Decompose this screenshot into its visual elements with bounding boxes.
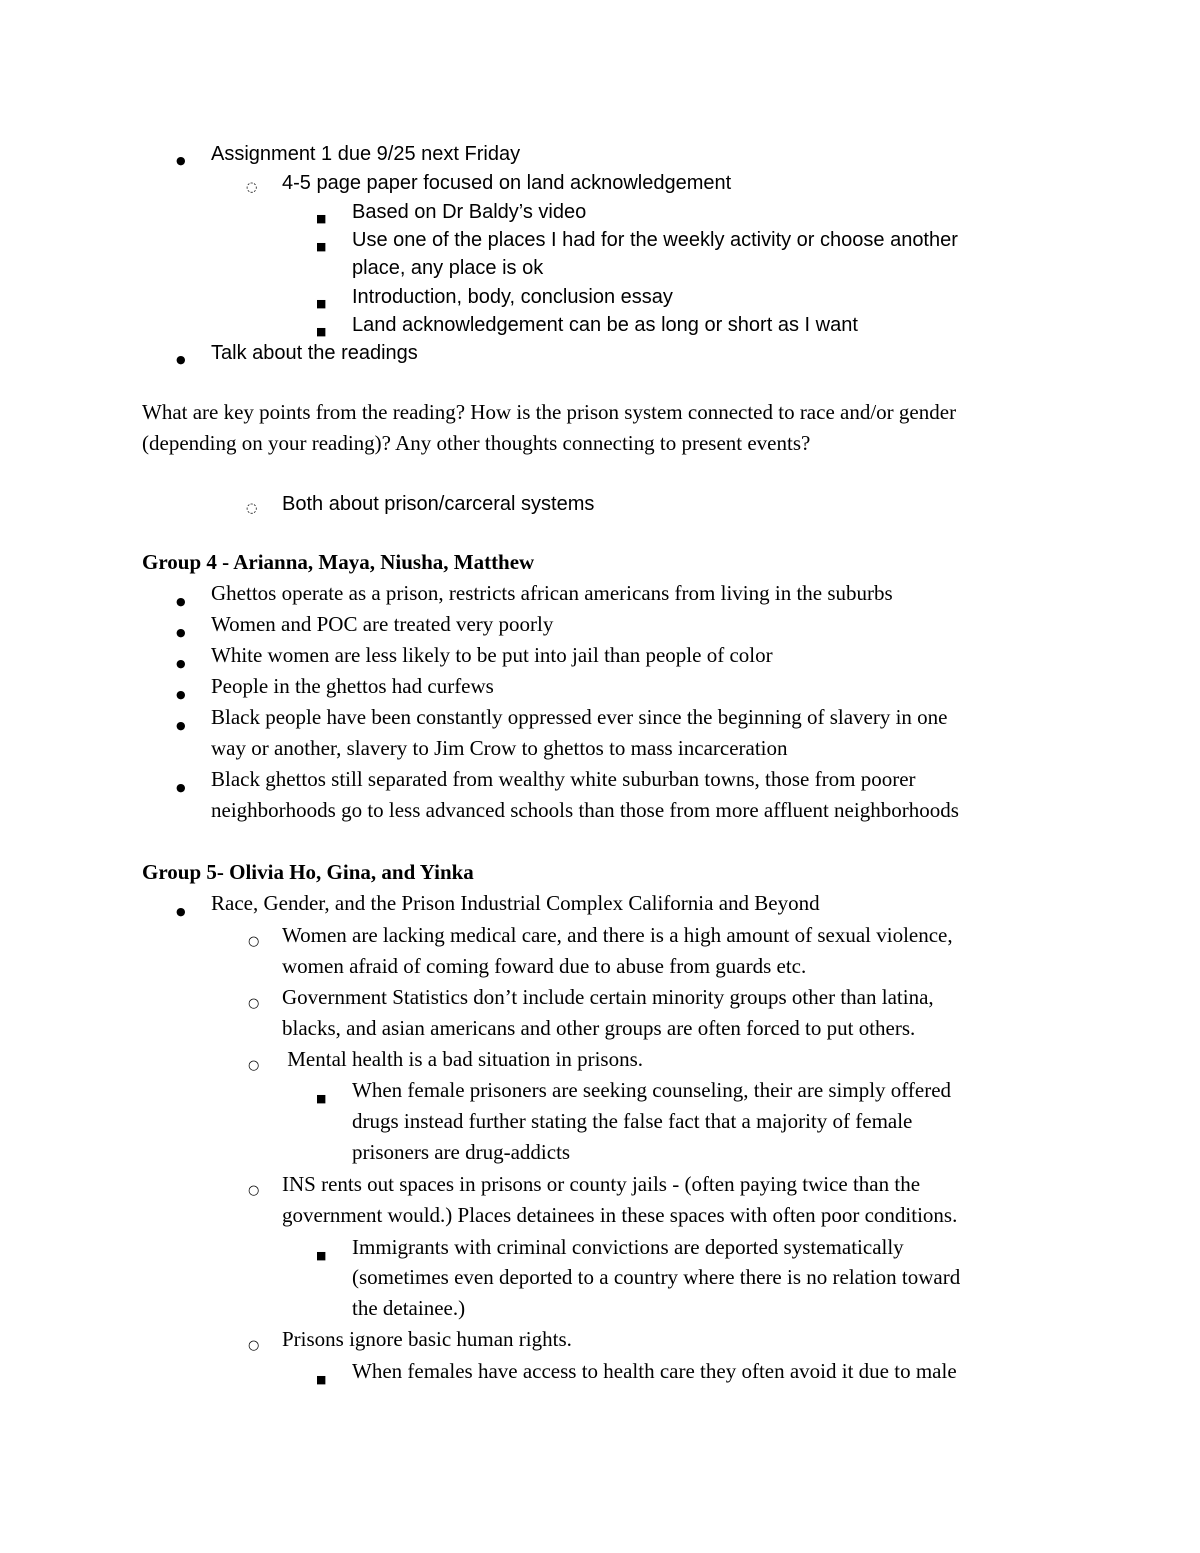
square-bullet-icon	[316, 1240, 326, 1265]
bullet-icon	[176, 772, 186, 797]
immigrants-text: (sometimes even deported to a country where there is no relation toward	[352, 1265, 961, 1289]
bullet-icon	[176, 346, 186, 369]
circle-bullet-icon	[248, 926, 259, 951]
square-bullet-icon	[316, 1083, 326, 1108]
counseling-text: drugs instead further stating the false fact that a majority of female	[352, 1109, 913, 1133]
circle-bullet-icon	[246, 174, 257, 197]
places-text-line1: Use one of the places I had for the weekly activity or choose another	[352, 229, 958, 251]
group4-item-text: Black ghettos still separated from wealthy white suburban towns, those from poorer	[211, 767, 916, 791]
circle-bullet-icon	[248, 1175, 259, 1200]
immigrants-text: the detainee.)	[352, 1296, 466, 1320]
circle-bullet-icon	[248, 1050, 259, 1075]
bullet-icon	[176, 147, 186, 170]
mental-text: Mental health is a bad situation in prisons.	[282, 1047, 644, 1071]
both-text: Both about prison/carceral systems	[282, 493, 595, 515]
group4-item-text: Ghettos operate as a prison, restricts african americans from living in the suburbs	[211, 581, 893, 605]
bullet-icon	[176, 586, 186, 611]
counseling-text: When female prisoners are seeking counseling, their are simply offered	[352, 1078, 952, 1102]
medical-text: women afraid of coming foward due to abuse from guards etc.	[282, 954, 807, 978]
question-line1: What are key points from the reading? How is the prison system connected to race and/or gender	[142, 400, 957, 424]
square-bullet-icon	[316, 205, 326, 228]
group4-heading: Group 4 - Arianna, Maya, Niusha, Matthew	[142, 550, 535, 574]
group4-item-text: way or another, slavery to Jim Crow to ghettos to mass incarceration	[211, 736, 788, 760]
rights-text: Prisons ignore basic human rights.	[282, 1327, 572, 1351]
ins-text: government would.) Places detainees in these spaces with often poor conditions.	[282, 1203, 958, 1227]
square-bullet-icon	[316, 1364, 326, 1389]
square-bullet-icon	[316, 318, 326, 341]
group4-item-text: Black people have been constantly oppressed ever since the beginning of slavery in one	[211, 705, 948, 729]
assignment-text: Assignment 1 due 9/25 next Friday	[211, 143, 521, 165]
circle-bullet-icon	[248, 1330, 259, 1355]
stats-text: Government Statistics don’t include certain minority groups other than latina,	[282, 985, 934, 1009]
group4-item-text: People in the ghettos had curfews	[211, 674, 494, 698]
counseling-text: prisoners are drug-addicts	[352, 1140, 571, 1164]
immigrants-text: Immigrants with criminal convictions are deported systematically	[352, 1235, 904, 1259]
video-text: Based on Dr Baldy’s video	[352, 201, 587, 223]
bullet-icon	[176, 617, 186, 642]
circle-bullet-icon	[248, 988, 259, 1013]
medical-text: Women are lacking medical care, and there is a high amount of sexual violence,	[282, 923, 953, 947]
essay-text: Introduction, body, conclusion essay	[352, 286, 673, 308]
bullet-icon	[176, 679, 186, 704]
bullet-icon	[176, 648, 186, 673]
square-bullet-icon	[316, 233, 326, 256]
length-text: Land acknowledgement can be as long or short as I want	[352, 314, 858, 336]
question-line2: (depending on your reading)? Any other thoughts connecting to present events?	[142, 431, 811, 455]
places-text-line2: place, any place is ok	[352, 257, 544, 279]
group4-item-text: Women and POC are treated very poorly	[211, 612, 554, 636]
group5-heading: Group 5- Olivia Ho, Gina, and Yinka	[142, 860, 474, 884]
group5-title-text: Race, Gender, and the Prison Industrial Complex California and Beyond	[211, 891, 820, 915]
readings-text: Talk about the readings	[211, 342, 418, 364]
bullet-icon	[176, 710, 186, 735]
group4-item-text: neighborhoods go to less advanced schools than those from more affluent neighborhoods	[211, 798, 959, 822]
paper-text: 4-5 page paper focused on land acknowledgement	[282, 172, 732, 194]
circle-bullet-icon	[246, 495, 257, 518]
square-bullet-icon	[316, 290, 326, 313]
group4-item-text: White women are less likely to be put into jail than people of color	[211, 643, 773, 667]
ins-text: INS rents out spaces in prisons or county jails - (often paying twice than the	[282, 1172, 921, 1196]
stats-text: blacks, and asian americans and other groups are often forced to put others.	[282, 1016, 916, 1040]
bullet-icon	[176, 896, 186, 921]
healthcare-text: When females have access to health care they often avoid it due to male	[352, 1359, 957, 1383]
